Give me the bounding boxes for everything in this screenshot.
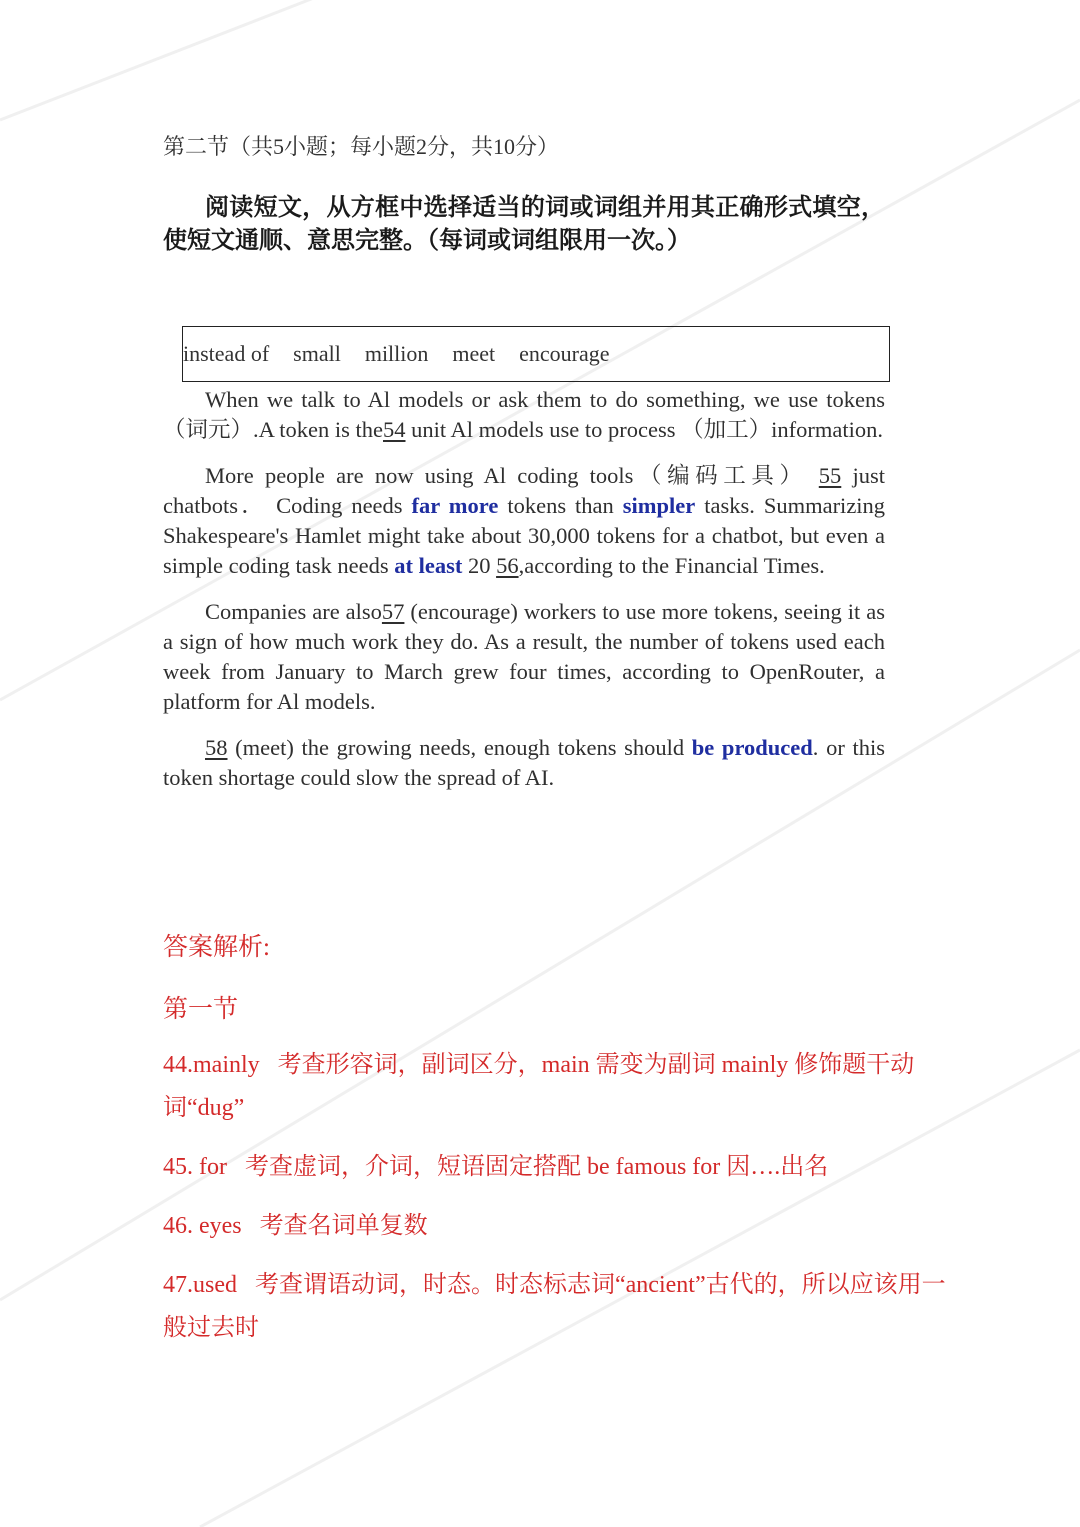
passage-text: just chatbots． Coding needs	[163, 463, 886, 518]
answer-item	[163, 1264, 953, 1350]
blank-58: 58	[205, 735, 228, 760]
passage-paragraph-4	[163, 733, 885, 793]
highlight-text: far more	[411, 493, 499, 518]
answer-number: 44.mainly	[163, 1052, 260, 1078]
passage-paragraph-3	[163, 597, 885, 717]
word-option: meet	[452, 341, 496, 366]
answer-text: 考查形容词，副词区分，main 需变为副词 mainly 修饰题干动词“dug”	[163, 1052, 915, 1121]
passage-text: tokens than	[507, 493, 614, 518]
passage-text: More people are now using Al coding tools（编码工具）	[205, 463, 808, 488]
answer-number: 47.used	[163, 1272, 237, 1298]
passage-text: When we talk to Al models or ask them to do something, we use tokens（词元）.A token is the	[163, 387, 885, 442]
blank-54: 54	[383, 417, 406, 442]
blank-57: 57	[381, 599, 405, 624]
highlight-text: at least	[394, 553, 463, 578]
reading-passage	[163, 385, 885, 793]
passage-text: Companies are also	[205, 599, 382, 624]
answer-analysis	[163, 930, 963, 1350]
passage-text: (meet) the growing needs, enough tokens should	[235, 735, 685, 760]
word-option: encourage	[519, 341, 610, 366]
answer-item	[163, 1205, 953, 1248]
passage-text: (encourage) workers to use more tokens, seeing it as a sign of how much work they do. As a result, the number of tokens used each week from January to March grew four times, according to OpenRouter, a platform for Al models.	[163, 599, 885, 714]
answer-item	[163, 1044, 953, 1130]
answer-number: 46. eyes	[163, 1213, 242, 1239]
answer-text: 考查谓语动词，时态。时态标志词“ancient”古代的，所以应该用一般过去时	[163, 1272, 946, 1341]
passage-text: unit Al models use to process （加工）information.	[411, 417, 883, 442]
passage-text: 20	[467, 553, 491, 578]
word-option: million	[364, 341, 429, 366]
blank-56: 56	[496, 553, 519, 578]
highlight-text: be produced	[691, 735, 813, 760]
passage-paragraph-1	[163, 385, 885, 445]
blank-55: 55	[818, 463, 842, 488]
passage-text: . or this token shortage could slow the spread of AI.	[163, 735, 885, 790]
section-title: 第二节（共5小题；每小题2分，共10分）	[163, 134, 560, 159]
answer-item	[163, 1146, 953, 1189]
word-option: small	[293, 341, 341, 366]
instructions: 阅读短文，从方框中选择适当的词或词组并用其正确形式填空，使短文通顺、意思完整。（每词或词组限用一次。）	[163, 195, 885, 254]
passage-paragraph-2	[163, 461, 885, 581]
worksheet-page	[163, 130, 946, 1341]
answer-title: 答案解析:	[163, 934, 270, 961]
word-box	[182, 326, 890, 382]
passage-text: tasks. Summarizing Shakespeare's Hamlet might take about 30,000 tokens for a chatbot, but even a simple coding task needs	[163, 493, 886, 578]
answer-section: 第一节	[163, 996, 239, 1023]
answer-text: 考查名词单复数	[259, 1213, 428, 1239]
answer-text: 考查虚词，介词，短语固定搭配 be famous for 因….出名	[244, 1154, 829, 1180]
answer-number: 45. for	[163, 1154, 227, 1180]
highlight-text: simpler	[622, 493, 696, 518]
word-option: instead of	[183, 341, 270, 366]
passage-text: ,according to the Financial Times.	[518, 553, 825, 578]
